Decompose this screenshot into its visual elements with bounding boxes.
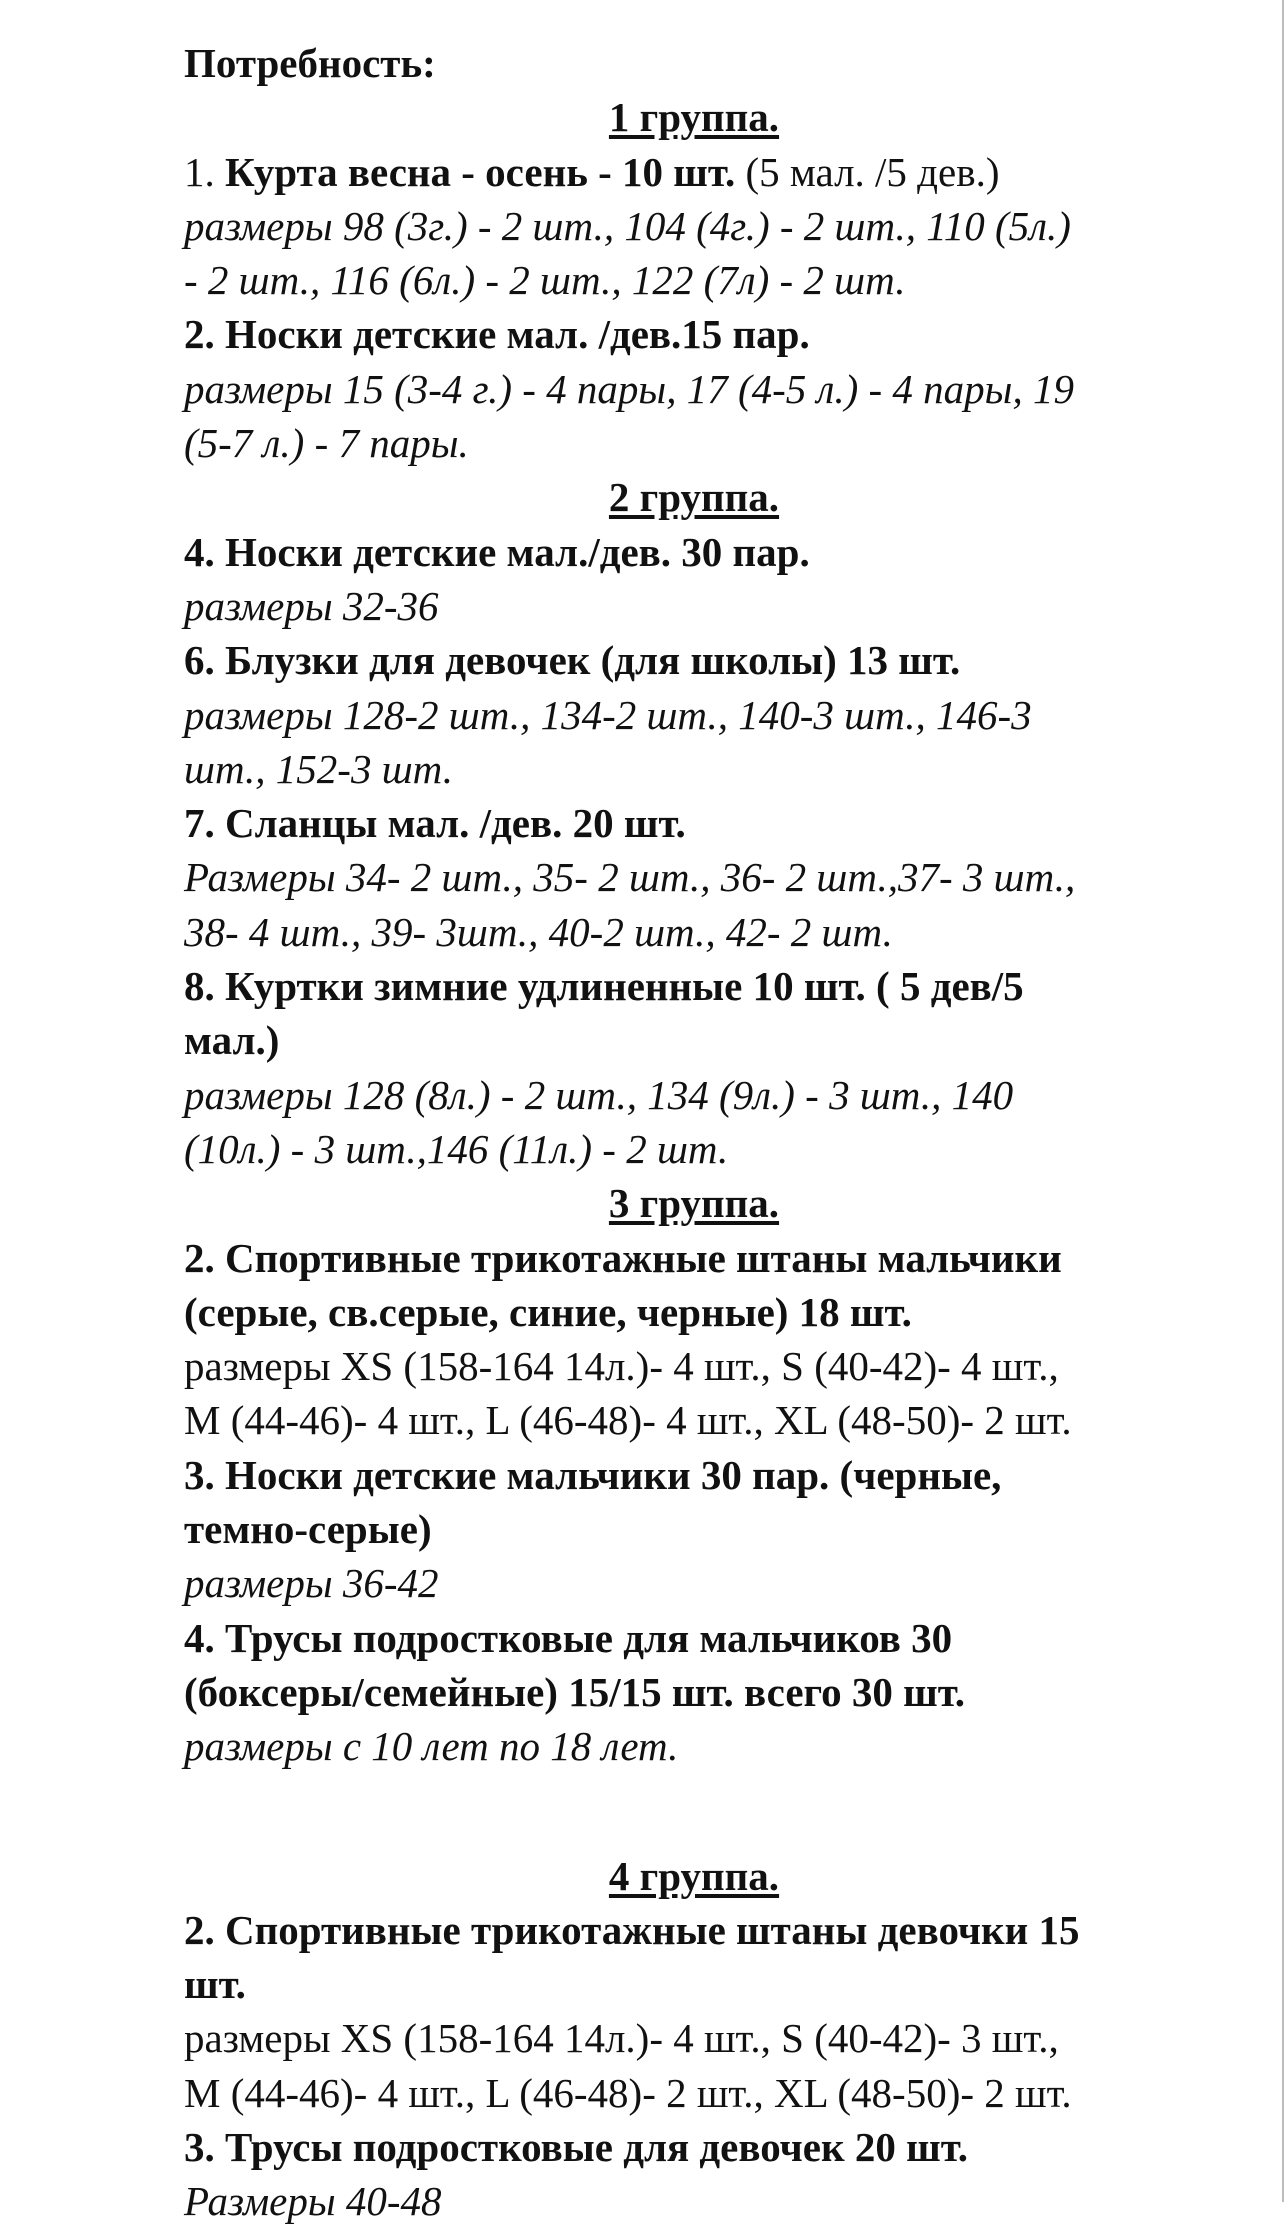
item-sizes: размеры 36-42	[184, 1560, 439, 1607]
item-title: 3. Трусы подростковые для девочек 20 шт.	[184, 2123, 969, 2170]
item-sizes: (5-7 л.) - 7 пары.	[184, 420, 469, 467]
item-sizes: размеры XS (158-164 14л.)- 4 шт., S (40-42)- 3 шт.,	[184, 2015, 1059, 2062]
item-sizes: размеры 98 (3г.) - 2 шт., 104 (4г.) - 2 шт., 110 (5л.)	[184, 202, 1071, 249]
item-sizes: (10л.) - 3 шт.,146 (11л.) - 2 шт.	[184, 1125, 729, 1172]
item-sizes: размеры 128-2 шт., 134-2 шт., 140-3 шт., 146-3	[184, 691, 1032, 738]
item-title: шт.	[184, 1961, 246, 2008]
group-heading: 4 группа.	[608, 1852, 780, 1899]
item-title: темно-серые)	[184, 1506, 432, 1553]
item-sizes: Размеры 34- 2 шт., 35- 2 шт., 36- 2 шт.,37- 3 шт.,	[184, 854, 1076, 901]
group-heading: 2 группа.	[608, 474, 780, 521]
item-title: 4. Трусы подростковые для мальчиков 30	[184, 1614, 953, 1661]
item-sizes: шт., 152-3 шт.	[184, 745, 454, 792]
item-sizes: размеры XS (158-164 14л.)- 4 шт., S (40-42)- 4 шт.,	[184, 1343, 1059, 1390]
group-heading: 1 группа.	[608, 94, 780, 141]
item-sizes: 38- 4 шт., 39- 3шт., 40-2 шт., 42- 2 шт.	[184, 908, 893, 955]
item-title: (боксеры/семейные) 15/15 шт. всего 30 шт.	[184, 1668, 966, 1715]
item-title: 8. Куртки зимние удлиненные 10 шт. ( 5 дев/5	[184, 963, 1024, 1010]
item-title: 3. Носки детские мальчики 30 пар. (черные,	[184, 1451, 1002, 1498]
item-title: 6. Блузки для девочек (для школы) 13 шт.	[184, 637, 961, 684]
item-sizes: размеры 128 (8л.) - 2 шт., 134 (9л.) - 3 шт., 140	[184, 1071, 1014, 1118]
item-title	[184, 145, 1204, 199]
item-number: 1.	[184, 148, 225, 195]
blank-spacer	[184, 1774, 1204, 1849]
item-sizes: размеры 32-36	[184, 582, 439, 629]
item-title: 7. Сланцы мал. /дев. 20 шт.	[184, 800, 686, 847]
item-sizes: Размеры 40-48	[184, 2178, 442, 2225]
item-title: 2. Носки детские мал. /дев.15 пар.	[184, 311, 810, 358]
item-title: 4. Носки детские мал./дев. 30 пар.	[184, 528, 810, 575]
group-heading: 3 группа.	[608, 1180, 780, 1227]
document-body	[184, 36, 1204, 2229]
item-sizes: размеры с 10 лет по 18 лет.	[184, 1723, 679, 1770]
item-sizes: M (44-46)- 4 шт., L (46-48)- 4 шт., XL (48-50)- 2 шт.	[184, 1397, 1072, 1444]
item-title: 2. Спортивные трикотажные штаны девочки 15	[184, 1906, 1080, 1953]
item-sizes: M (44-46)- 4 шт., L (46-48)- 2 шт., XL (48-50)- 2 шт.	[184, 2069, 1072, 2116]
item-title: 2. Спортивные трикотажные штаны мальчики	[184, 1234, 1062, 1281]
item-title: (серые, св.серые, синие, черные) 18 шт.	[184, 1288, 912, 1335]
item-name: Курта весна - осень - 10 шт.	[225, 148, 736, 195]
item-sizes: - 2 шт., 116 (6л.) - 2 шт., 122 (7л) - 2 шт.	[184, 257, 906, 304]
item-title: мал.)	[184, 1017, 280, 1064]
document-title: Потребность:	[184, 40, 436, 86]
item-sizes: размеры 15 (3-4 г.) - 4 пары, 17 (4-5 л.) - 4 пары, 19	[184, 365, 1074, 412]
item-extra: (5 мал. /5 дев.)	[735, 148, 1000, 195]
